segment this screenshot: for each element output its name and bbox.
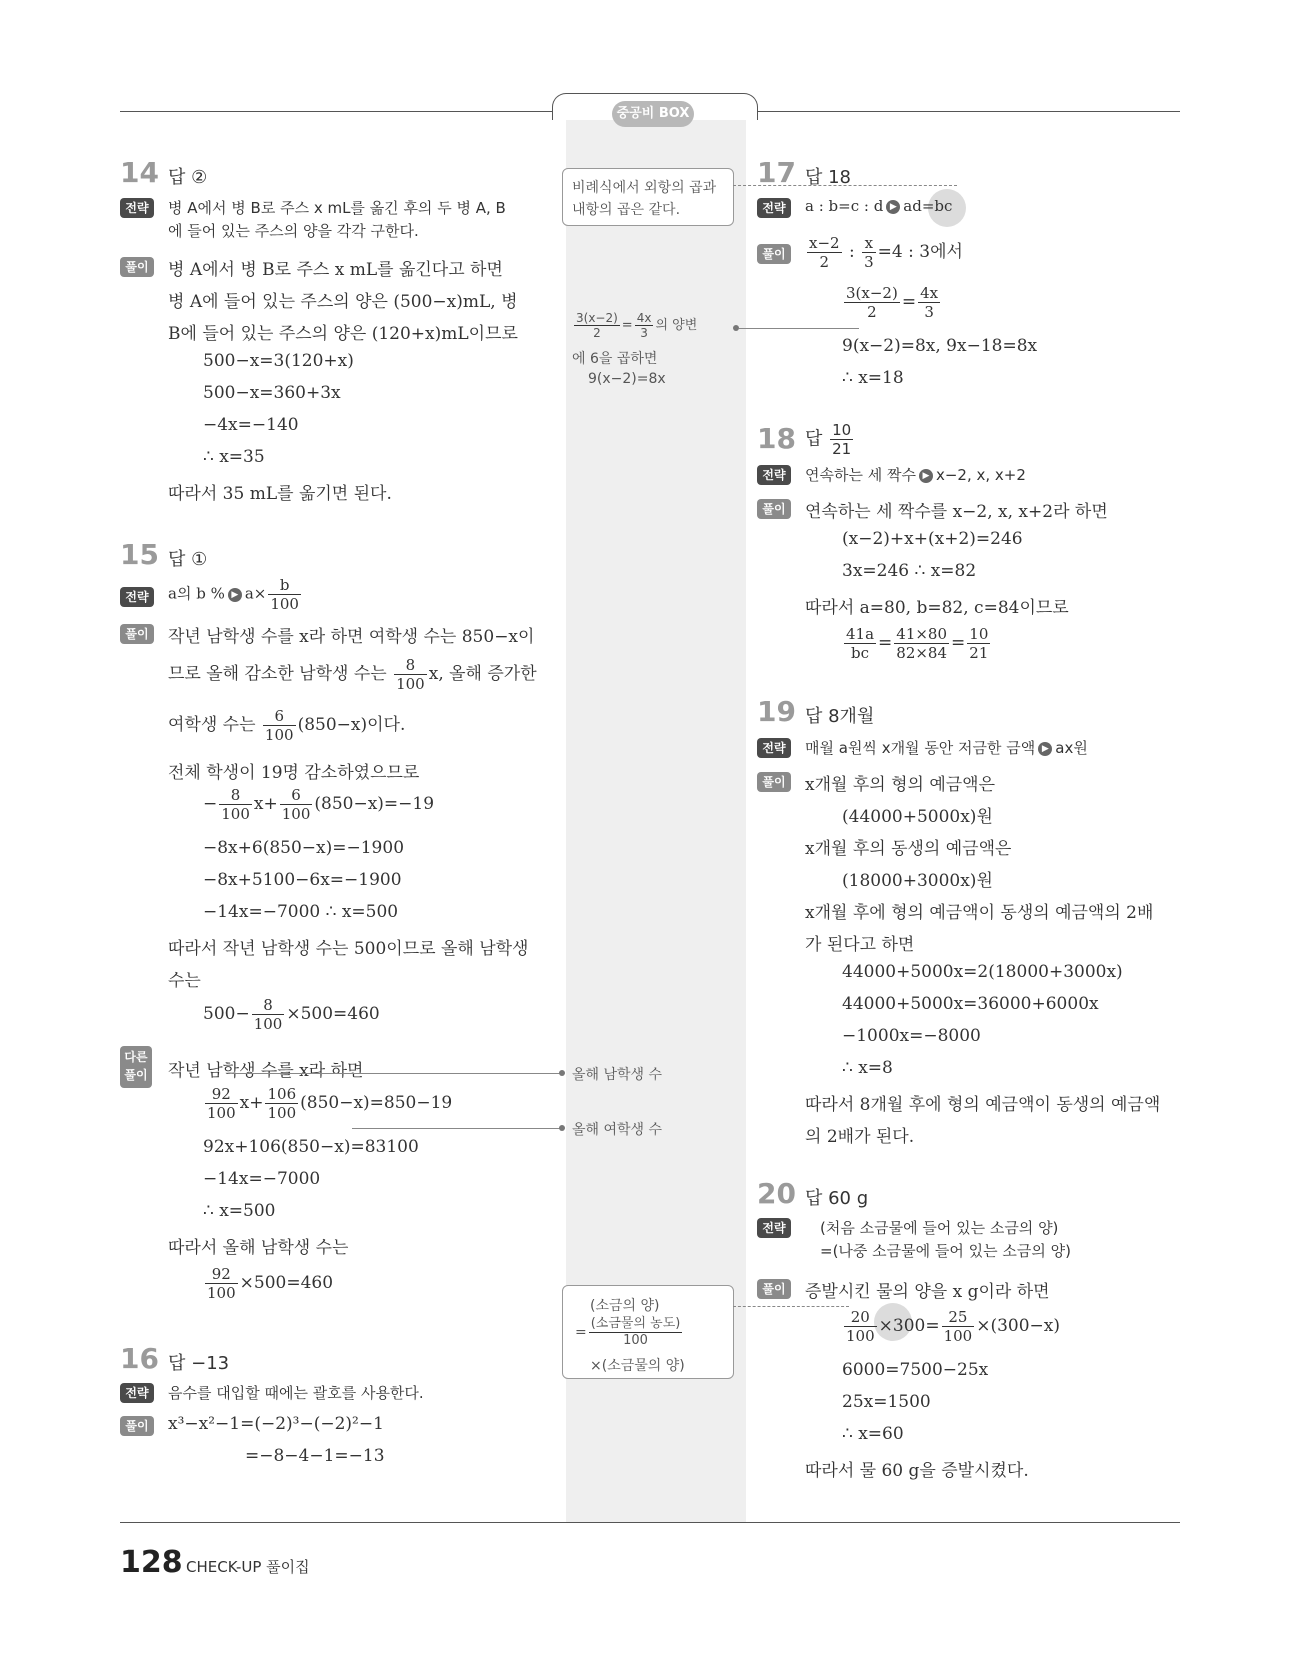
- answer: 답 60 g: [805, 1188, 869, 1209]
- question-number: 17: [757, 156, 796, 189]
- strategy-text: a : b=c : d ▶ ad=bc: [805, 197, 953, 215]
- note-label: 올해 여학생 수: [572, 1122, 663, 1138]
- equation-line: 44000+5000x=2(18000+3000x): [842, 962, 1123, 982]
- solution-line: 여학생 수는 $\frac{6}{100}$ (850−x)이다.: [168, 707, 406, 744]
- answer: 답 18: [805, 167, 852, 188]
- strategy-text: 병 A에서 병 B로 주스 x mL를 옮긴 후의 두 병 A, B: [168, 199, 506, 217]
- question-number: 14: [120, 156, 159, 189]
- equation-line: 92x+106(850−x)=83100: [203, 1137, 419, 1157]
- solution-tag: 풀이: [120, 257, 154, 277]
- equation-line: $\frac{41a}{bc}$ = $\frac{41\times 80}{82\times 84}$ = $\frac{10}{21}$: [846, 625, 989, 662]
- note-equation: $\frac{3(x-2)}{2}$ = $\frac{4x}{3}$ 의 양변: [576, 311, 698, 340]
- equation-line: (44000+5000x)원: [842, 807, 993, 827]
- conclusion-line: 따라서 8개월 후에 형의 예금액이 동생의 예금액: [805, 1095, 1161, 1115]
- fraction: $\frac{92}{100}$: [207, 1265, 236, 1302]
- question-number: 15: [120, 538, 159, 571]
- note-text: 비례식에서 외항의 곱과: [572, 180, 717, 196]
- equation-line: 25x=1500: [842, 1392, 931, 1412]
- solution-line: x개월 후의 형의 예금액은: [805, 775, 996, 795]
- equation-line: 9(x−2)=8x, 9x−18=8x: [842, 336, 1038, 356]
- conclusion-line: 따라서 올해 남학생 수는: [168, 1238, 349, 1258]
- equation-line: ∴ x=500: [203, 1201, 276, 1221]
- equation-line: −8x+5100−6x=−1900: [203, 870, 402, 890]
- equation-line: $\frac{92}{100}$ ×500=460: [207, 1265, 334, 1302]
- strategy-tag: 전략: [757, 738, 791, 758]
- equation-line: −14x=−7000 ∴ x=500: [203, 902, 399, 922]
- footer-title: CHECK-UP 풀이집: [186, 1558, 310, 1576]
- equation-line: =−8−4−1=−13: [245, 1446, 385, 1466]
- strategy-a: a의 b %: [168, 584, 225, 603]
- equation-line: 44000+5000x=36000+6000x: [842, 994, 1099, 1014]
- arrow-right-icon: ▶: [919, 469, 933, 483]
- question-number: 18: [757, 422, 796, 455]
- arrow-right-icon: ▶: [228, 588, 242, 602]
- solution-line: B에 들어 있는 주스의 양은 (120+x)mL이므로: [168, 324, 518, 344]
- equation-line: ∴ x=8: [842, 1058, 893, 1078]
- solution-tag: 풀이: [757, 772, 791, 792]
- fraction: $\frac{8}{100}$: [253, 996, 283, 1033]
- header-rule-right: [756, 111, 1180, 112]
- fraction: $\frac{41\times 80}{82\times 84}$: [896, 625, 948, 662]
- strategy-text: [168, 576, 303, 613]
- conclusion-line: 따라서 물 60 g을 증발시켰다.: [805, 1461, 1029, 1481]
- question-number: 19: [757, 695, 796, 728]
- solution-tag: 풀이: [757, 1279, 791, 1299]
- equation-line: −14x=−7000: [203, 1169, 321, 1189]
- strategy-tag: 전략: [757, 1218, 791, 1238]
- equation-line: −1000x=−8000: [842, 1026, 981, 1046]
- fraction: $\frac{41a}{bc}$: [846, 625, 875, 662]
- equation-line: −8x+6(850−x)=−1900: [203, 838, 405, 858]
- fraction: $\frac{x}{3}$: [864, 234, 874, 271]
- equation-line: 500− $\frac{8}{100}$ ×500=460: [203, 996, 380, 1033]
- page-number: 128: [120, 1545, 183, 1580]
- strategy-text: 매월 a원씩 x개월 동안 저금한 금액 ▶ ax원: [805, 739, 1088, 757]
- equation-line: ∴ x=35: [203, 447, 265, 467]
- equation-line: ∴ x=18: [842, 368, 904, 388]
- question-number: 16: [120, 1342, 159, 1375]
- fraction: $\frac{3(x-2)}{2}$: [846, 284, 898, 321]
- solution-line: 작년 남학생 수를 x라 하면 여학생 수는 850−x이: [168, 627, 535, 647]
- conclusion-line: 수는: [168, 971, 201, 991]
- connector-dot: [559, 1070, 565, 1076]
- strategy-tag: 전략: [120, 587, 154, 607]
- solution-line: 병 A에 들어 있는 주스의 양은 (500−x)mL, 병: [168, 292, 518, 312]
- note-equation: = (소금물의 농도) 100: [575, 1316, 681, 1348]
- arrow-right-icon: ▶: [886, 200, 900, 214]
- conclusion-line: 따라서 작년 남학생 수는 500이므로 올해 남학생: [168, 939, 529, 959]
- solution-line: 연속하는 세 짝수를 x−2, x, x+2라 하면: [805, 502, 1108, 522]
- strategy-text-2: =(나중 소금물에 들어 있는 소금의 양): [820, 1242, 1071, 1260]
- alt-solution-line: 작년 남학생 수를 x라 하면: [168, 1061, 364, 1081]
- question-number: 20: [757, 1177, 796, 1210]
- answer: 답 $\frac{10}{21}$: [805, 421, 852, 458]
- note-connector: [739, 328, 859, 329]
- solution-line: 므로 올해 감소한 남학생 수는 $\frac{8}{100}$ x, 올해 증가한: [168, 656, 537, 693]
- note-text: ×(소금물의 양): [590, 1358, 685, 1374]
- note-connector: [352, 1128, 562, 1129]
- strategy-text-2: 에 들어 있는 주스의 양을 각각 구한다.: [168, 222, 419, 240]
- note-text: 9(x−2)=8x: [588, 371, 666, 387]
- fraction: $\frac{8}{100}$: [396, 656, 425, 693]
- equation-line: $\frac{92}{100}$ x+ $\frac{106}{100}$ (850−x)=850−19: [207, 1085, 453, 1122]
- note-text: 내항의 곱은 같다.: [572, 202, 681, 218]
- box-label: 중공비 BOX: [612, 101, 694, 127]
- answer: 답 −13: [168, 1353, 230, 1374]
- strategy-tag: 전략: [757, 198, 791, 218]
- equation-line: − $\frac{8}{100}$ x+ $\frac{6}{100}$ (850−x)=−19: [203, 786, 435, 823]
- note-label: 올해 남학생 수: [572, 1067, 663, 1083]
- answer: 답 ①: [168, 549, 208, 570]
- note-text: 에 6을 곱하면: [572, 351, 658, 367]
- solution-tag: 풀이: [120, 624, 154, 644]
- solution-tag: 풀이: [757, 499, 791, 519]
- solution-tag: 풀이: [120, 1416, 154, 1436]
- equation-line: 500−x=3(120+x): [203, 351, 354, 371]
- equation-line: $\frac{x-2}{2}$ : $\frac{x}{3}$ =4 : 3에서: [809, 234, 963, 271]
- answer: 답 ②: [168, 167, 208, 188]
- fraction: $\frac{x-2}{2}$: [809, 234, 840, 271]
- fraction: $\frac{6}{100}$: [281, 786, 311, 823]
- equation-line: 3x=246 ∴ x=82: [842, 561, 977, 581]
- conclusion-line: 의 2배가 된다.: [805, 1127, 915, 1147]
- equation-line: $\frac{20}{100}$ ×300= $\frac{25}{100}$ ×(300−x): [846, 1308, 1061, 1345]
- note-connector: [733, 1306, 849, 1307]
- solution-line: 증발시킨 물의 양을 x g이라 하면: [805, 1282, 1050, 1302]
- header-rule-left: [120, 111, 552, 112]
- equation-line: 500−x=360+3x: [203, 383, 341, 403]
- solution-line: 전체 학생이 19명 감소하였으므로: [168, 763, 420, 783]
- note-text: (소금의 양): [590, 1298, 660, 1314]
- equation-line: ∴ x=60: [842, 1424, 904, 1444]
- solution-line: 병 A에서 병 B로 주스 x mL를 옮긴다고 하면: [168, 260, 503, 280]
- fraction: $\frac{20}{100}$: [846, 1308, 875, 1345]
- conclusion-line: 따라서 35 mL를 옮기면 된다.: [168, 484, 392, 504]
- solution-line: 가 된다고 하면: [805, 935, 915, 955]
- footer-rule: [120, 1522, 1180, 1523]
- strategy-b: a×: [244, 584, 267, 603]
- equation-line: $\frac{3(x-2)}{2}$ = $\frac{4x}{3}$: [846, 284, 939, 321]
- fraction: $\frac{4x}{3}$: [920, 284, 939, 321]
- fraction: $\frac{106}{100}$: [267, 1085, 297, 1122]
- solution-line: 따라서 a=80, b=82, c=84이므로: [805, 598, 1069, 618]
- answer: 답 8개월: [805, 706, 875, 727]
- fraction: $\frac{25}{100}$: [943, 1308, 973, 1345]
- fraction: $\frac{8}{100}$: [221, 786, 250, 823]
- connector-dot: [559, 1125, 565, 1131]
- solution-line: x개월 후에 형의 예금액이 동생의 예금액의 2배: [805, 903, 1154, 923]
- arrow-right-icon: ▶: [1038, 742, 1052, 756]
- fraction: $\frac{b}{100}$: [270, 576, 299, 613]
- solution-line: x개월 후의 동생의 예금액은: [805, 839, 1012, 859]
- fraction: $\frac{6}{100}$: [264, 707, 294, 744]
- solution-tag: 풀이: [757, 244, 791, 264]
- equation-line: (x−2)+x+(x+2)=246: [842, 529, 1023, 549]
- strategy-text: 연속하는 세 짝수 ▶ x−2, x, x+2: [805, 466, 1026, 484]
- fraction: $\frac{10}{21}$: [969, 625, 989, 662]
- fraction: $\frac{92}{100}$: [207, 1085, 236, 1122]
- equation-line: x³−x²−1=(−2)³−(−2)²−1: [168, 1414, 384, 1434]
- alt-solution-tag: 다른 풀이: [120, 1046, 152, 1088]
- strategy-tag: 전략: [120, 198, 154, 218]
- equation-line: −4x=−140: [203, 415, 299, 435]
- strategy-text: (처음 소금물에 들어 있는 소금의 양): [820, 1219, 1059, 1237]
- equation-line: (18000+3000x)원: [842, 871, 993, 891]
- fraction: $\frac{10}{21}$: [832, 421, 852, 458]
- strategy-text: 음수를 대입할 때에는 괄호를 사용한다.: [168, 1384, 424, 1402]
- note-connector: [232, 1073, 562, 1074]
- equation-line: 6000=7500−25x: [842, 1360, 989, 1380]
- strategy-tag: 전략: [120, 1383, 154, 1403]
- strategy-tag: 전략: [757, 465, 791, 485]
